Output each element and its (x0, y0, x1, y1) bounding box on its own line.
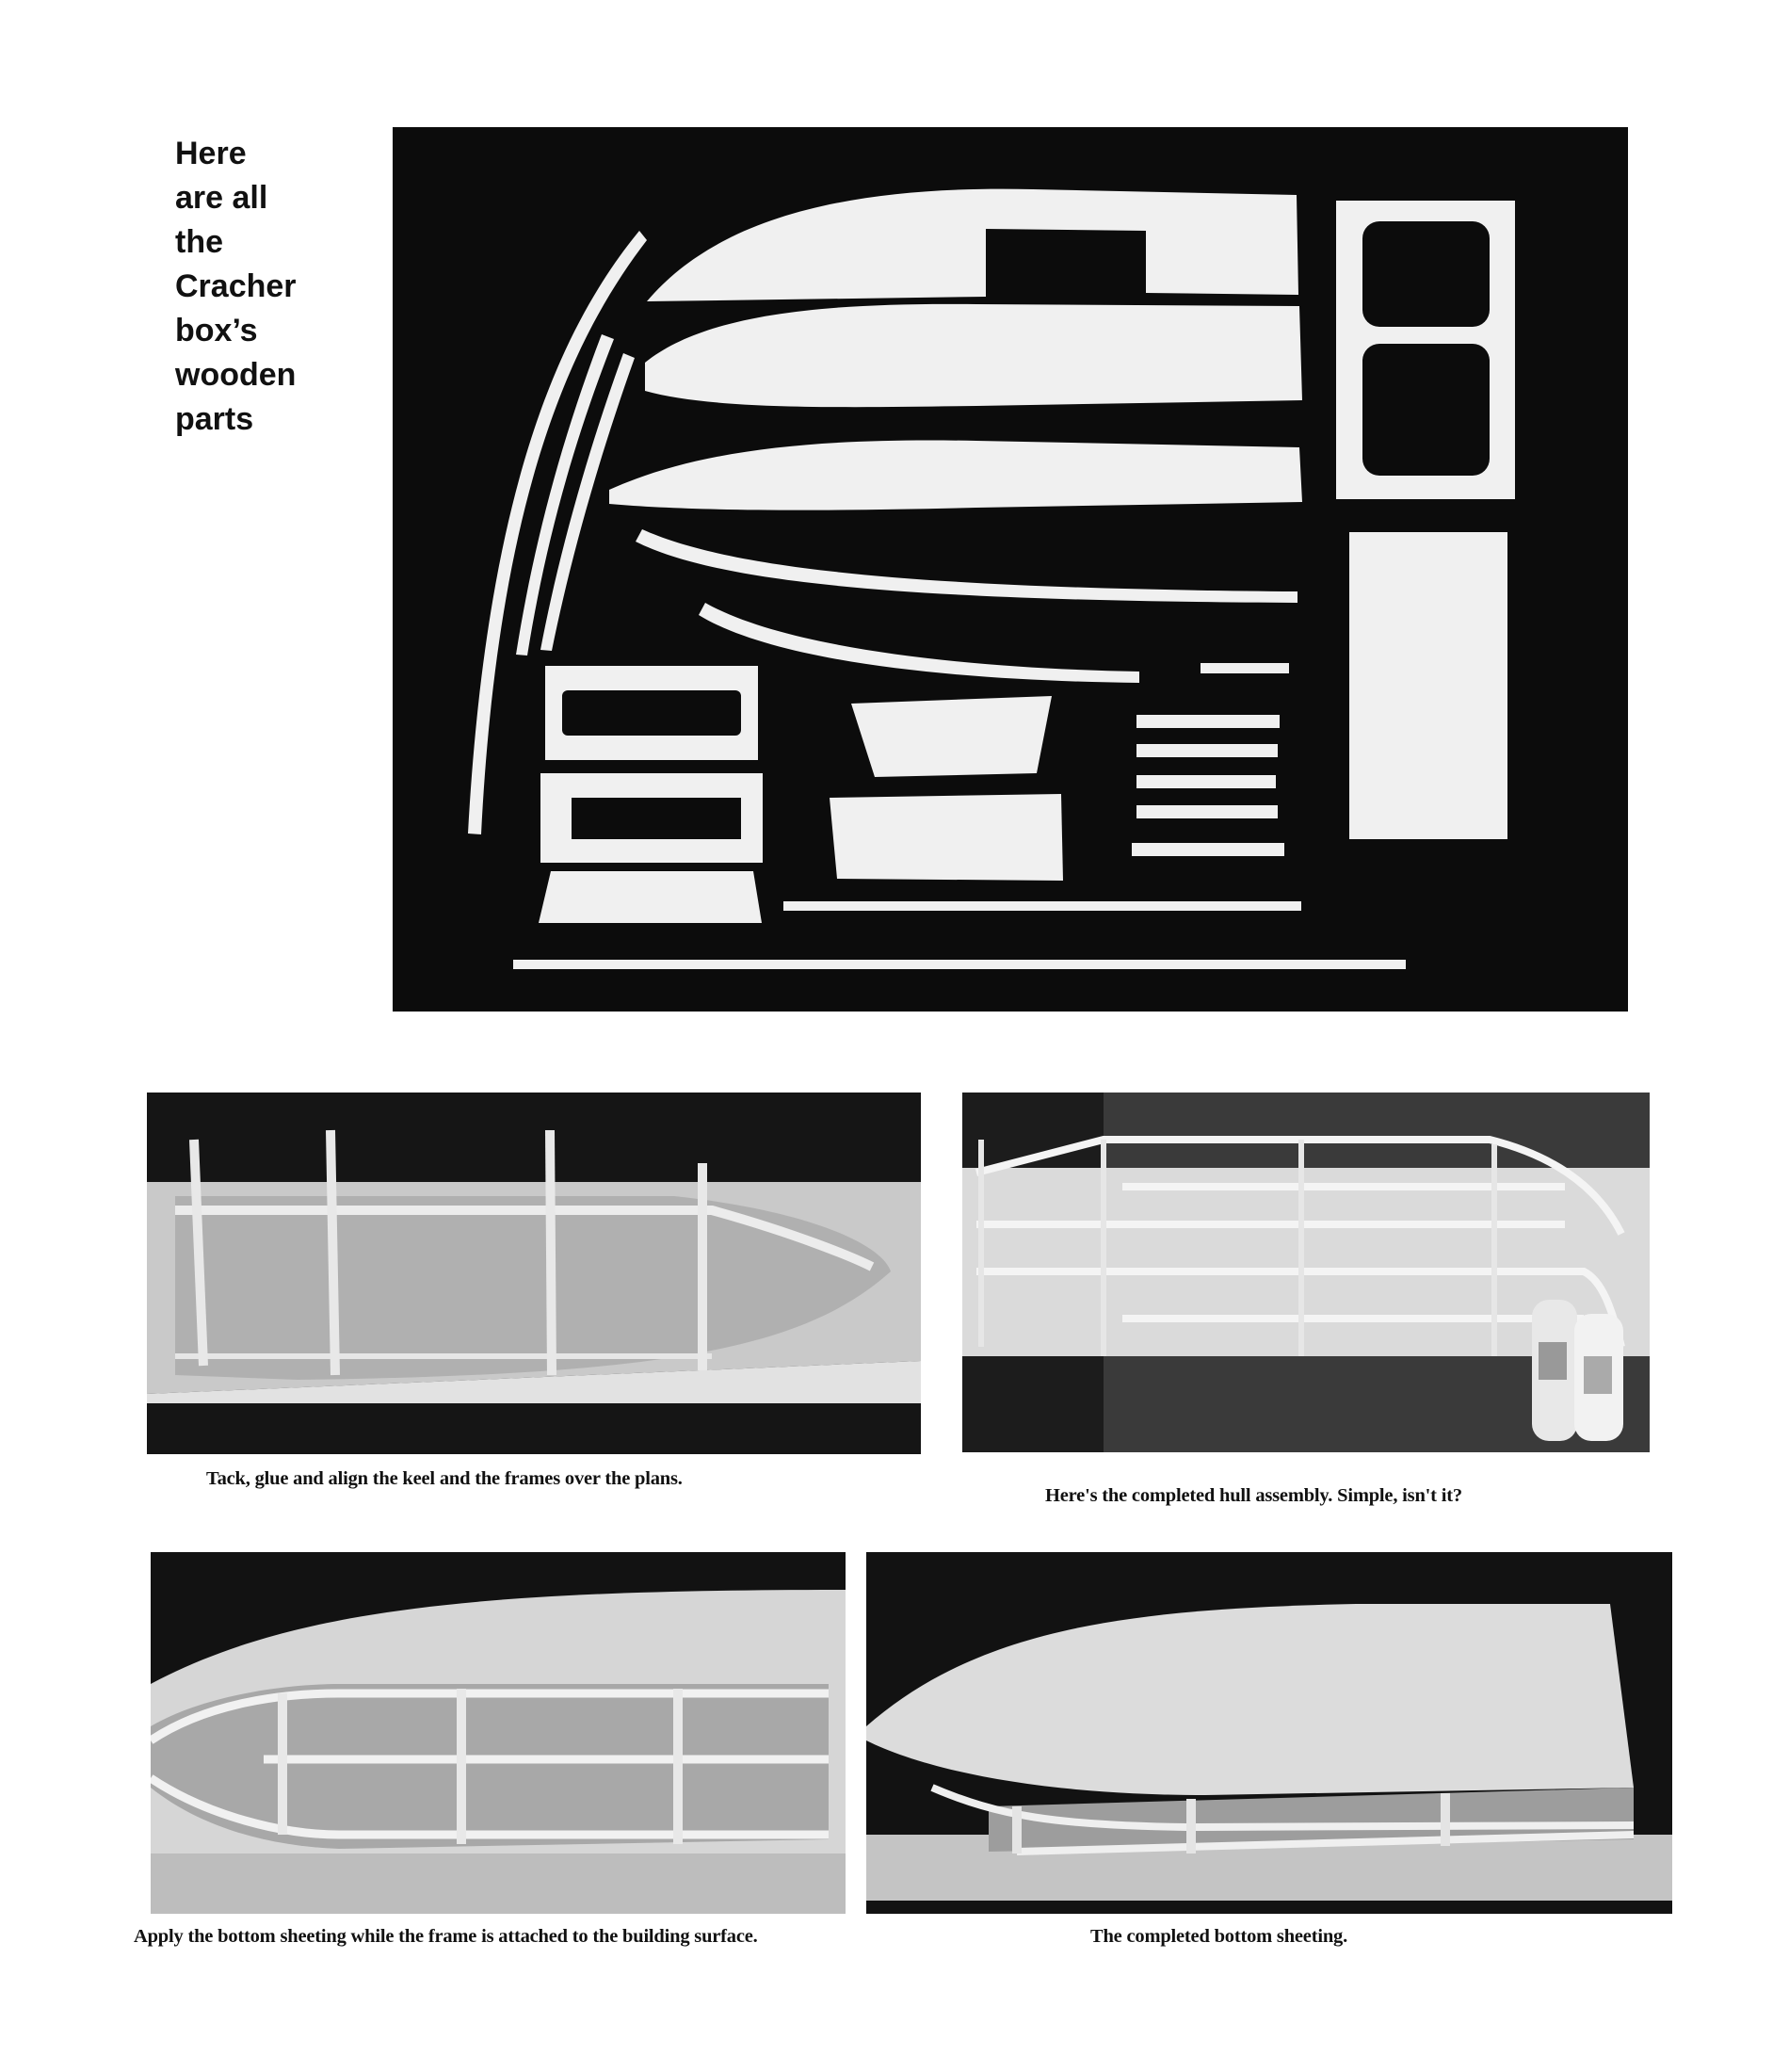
bottom-apply-illustration (151, 1552, 846, 1914)
hull-assembly-caption: Here's the completed hull assembly. Simple, isn't it? (1045, 1485, 1462, 1506)
bottom-done-caption: The completed bottom sheeting. (1090, 1926, 1348, 1947)
intro-title (175, 132, 363, 442)
parts-illustration (393, 127, 1628, 1012)
intro-line: the (175, 224, 223, 260)
bottom-apply-photo (151, 1552, 846, 1914)
parts-photo (393, 127, 1628, 1012)
intro-line: Here (175, 136, 247, 171)
intro-line: parts (175, 401, 254, 437)
intro-line: Cracher (175, 268, 297, 304)
keel-frames-illustration (147, 1093, 921, 1454)
intro-line: are all (175, 180, 268, 216)
keel-frames-photo (147, 1093, 921, 1454)
bottom-apply-caption: Apply the bottom sheeting while the frame is attached to the building surface. (134, 1926, 758, 1947)
keel-frames-caption: Tack, glue and align the keel and the frames over the plans. (206, 1468, 683, 1489)
bottom-done-photo (866, 1552, 1672, 1914)
intro-line: box’s (175, 313, 258, 348)
hull-assembly-illustration (962, 1093, 1650, 1452)
intro-line: wooden (175, 357, 297, 393)
hull-assembly-photo (962, 1093, 1650, 1452)
bottom-done-illustration (866, 1552, 1672, 1914)
